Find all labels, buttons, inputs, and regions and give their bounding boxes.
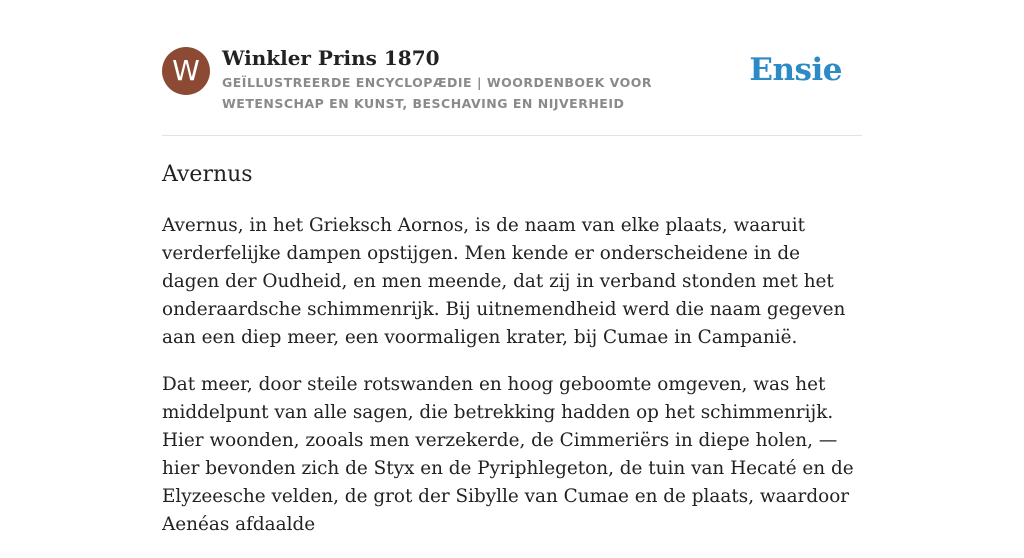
page-container: [162, 0, 862, 535]
source-title[interactable]: Winkler Prins 1870: [222, 46, 440, 70]
source-avatar[interactable]: W: [162, 47, 210, 95]
article-paragraph: Avernus, in het Grieksch Aornos, is de naam van elke plaats, waaruit verderfelijke dampen opstijgen. Men kende er onderscheidene in de dagen der Oudheid, en men meende, dat zij in verband stonden met het onderaardsche schimmenrijk. Bij uitnemendheid werd die naam gegeven aan een diep meer, een voormaligen krater, bij Cumae in Campanië.: [162, 215, 846, 348]
source-header: [162, 0, 862, 136]
ensie-logo[interactable]: Ensie: [749, 52, 842, 88]
source-subtitle: GEÏLLUSTREERDE ENCYCLOPÆDIE | WOORDENBOEK VOOR WETENSCHAP EN KUNST, BESCHAVING EN NIJVERHEID: [222, 75, 652, 111]
article-title: Avernus: [162, 162, 253, 187]
article-body: [162, 212, 862, 558]
article-paragraph: Dat meer, door steile rotswanden en hoog geboomte omgeven, was het middelpunt van alle sagen, die betrekking hadden op het schimmenrijk. Hier woonden, zooals men verzekerde, de Cimmeriërs in diepe holen, — hier bevonden zich de Styx en de Pyriphlegeton, de tuin van Hecaté en de Elyzeesche velden, de grot der Sibylle van Cumae en de plaats, waardoor Aenéas afdaalde: [162, 374, 854, 535]
